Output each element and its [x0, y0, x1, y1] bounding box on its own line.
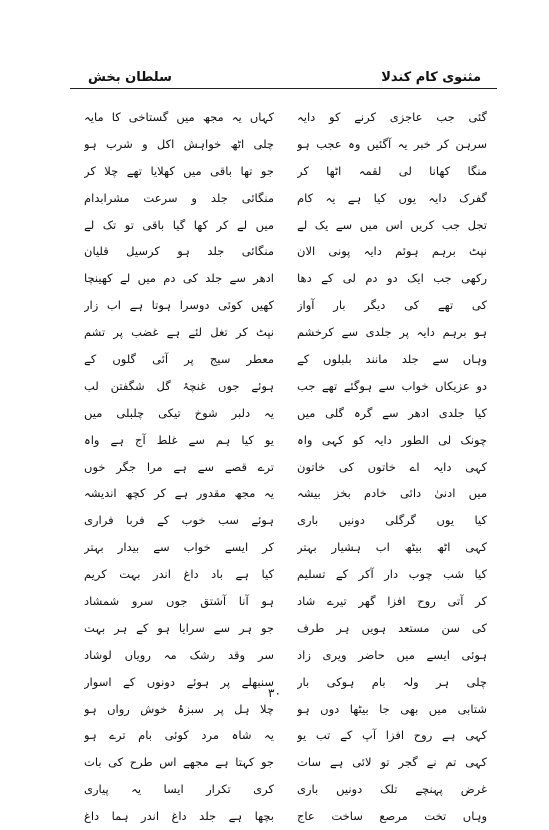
- verse-line: یو کیا ہم سے غلط آج ہے واہ: [84, 432, 274, 447]
- verse-line: کر آتی روح افزا گھر تیرے شاد: [297, 594, 487, 609]
- verse-line: چونک لی الطور دایہ کو کہی واہ: [297, 432, 487, 447]
- verse-line: ترے قصے سے ہے مرا جگر خوں: [84, 459, 274, 474]
- verse-line: کیا ہے باد داغ اندر بہت کریم: [84, 567, 274, 582]
- verse-line: چلی ہر ولہ بام ہوکی بار: [297, 674, 487, 689]
- verse-line: کہاں یہ مجھ میں گستاخی کا مایہ: [84, 110, 274, 124]
- verse-line: میں ادنیٰ دائی خادم بخز بیشہ: [297, 486, 487, 501]
- author-header: سلطان بخش: [88, 70, 172, 85]
- verse-line: شتابی میں بھی جا بیٹھا دوں ہو: [297, 701, 487, 716]
- verse-line: میں لے کر کھا گیا باقی تو تک لے: [84, 217, 274, 232]
- page-number: ۳۰: [268, 686, 281, 700]
- verse-line: کی تھے کی دیگر بار آواز: [297, 298, 487, 313]
- verse-line: کی سن مستعد ہویں ہر طرف: [297, 620, 487, 635]
- verse-line: کیا یوں گرگلی دونیں باری: [297, 513, 487, 528]
- header-rule: [70, 88, 497, 89]
- verse-line: گفرک دایہ یوں کیا ہے یہ کام: [297, 190, 487, 205]
- verse-line: رکھی جب ایک دو دم لی کے دھا: [297, 271, 487, 286]
- verse-line: کہی تم نے گجر تو لائی ہے سات: [297, 755, 487, 770]
- verse-line: ہوئے جوں غنچۂ گل شگفتن لب: [84, 378, 274, 393]
- verse-line: منگائی جلد و سرعت مشرابدام: [84, 190, 274, 205]
- verse-line: دو عزیکاں خواب سے ہوگئے تھے جب: [297, 378, 487, 393]
- verse-line: کیا شب چوب دار آکر کے تسلیم: [297, 567, 487, 582]
- verse-line: ہو آنا آشتق جوں سرو شمشاد: [84, 594, 274, 609]
- verse-line: نپٹ برہم ہوئم دایہ پونی الان: [297, 244, 487, 259]
- verse-line: کھیں کوئی دوسرا ہوتا ہے اب زار: [84, 298, 274, 313]
- verse-column-left: [84, 104, 274, 830]
- verse-line: یہ مجھ مقدور ہے کر کچھ اندیشہ: [84, 486, 274, 501]
- verse-column-right: [297, 104, 487, 830]
- verse-line: کری تکرار ایسا یہ پیاری: [84, 782, 274, 797]
- verse-line: کر ایسے خواب سے بیدار بہتر: [84, 540, 274, 555]
- verse-line: منگا کھانا لی لقمہ اٹھا کر: [297, 163, 487, 178]
- verse-line: تجل جب کریں اس میں سے یک لے: [297, 217, 487, 232]
- verse-line: کہی اٹھ بیٹھ اب ہشیار بہتر: [297, 540, 487, 555]
- verse-line: کیا جلدی ادھر سے گرہ گلی میں: [297, 405, 487, 420]
- verse-line: چلا ہل پر سبزۂ خوش رواں ہو: [84, 701, 274, 716]
- verse-line: سر وقد رشک مہ رویاں لوشاد: [84, 647, 274, 662]
- verse-line: ہوئی ایسے میں حاضر ویری زاد: [297, 647, 487, 662]
- verse-line: کہی ہے روح افزا آپ کے تب یو: [297, 728, 487, 743]
- verse-line: معطر سیج پر آئی گلوں کے: [84, 352, 274, 367]
- verse-line: جو کہتا ہے مجھے اس طرح کی بات: [84, 755, 274, 770]
- verse-line: گئی جب عاجزی کرنے کو دایہ: [297, 110, 487, 124]
- verse-line: نپٹ کر تغل لئے ہے غضب پر تشم: [84, 325, 274, 340]
- running-title: مثنوی کام کندلا: [381, 70, 481, 85]
- verse-line: جو ہر سے سرایا ہو کے ہر بہت: [84, 620, 274, 635]
- verse-line: بچھا ہے جلد داغ اندر ہما داغ: [84, 809, 274, 824]
- verse-line: ہو برہم دایہ پر جلدی سے کرخشم: [297, 325, 487, 340]
- verse-line: منگائی جلد ہو کرسیل قلیان: [84, 244, 274, 259]
- verse-line: غرض پہنچے تلک دونیں باری: [297, 782, 487, 797]
- verse-line: وہاں سے جلد مانند بلبلوں کے: [297, 352, 487, 367]
- verse-line: وہاں تخت مرصع ساخت عاج: [297, 809, 487, 824]
- verse-line: سنبھلے پر ہوئے دونوں کے اسوار: [84, 674, 274, 689]
- verse-line: یہ دلبر شوخ تیکی چلبلی میں: [84, 405, 274, 420]
- verse-line: چلی اٹھ خواہش اکل و شرب ہو: [84, 136, 274, 151]
- verse-line: سرہن کر خبر یہ آگئیں وہ عجب ہو: [297, 136, 487, 151]
- verse-line: یہ شاہ مرد کوئی بام ترے ہو: [84, 728, 274, 743]
- verse-line: کہی دایہ اے خاتوں کی خاتون: [297, 459, 487, 474]
- verse-line: ہوئے سب خوب کے فربا فراری: [84, 513, 274, 528]
- verse-line: جو تھا باقی میں کھلایا تھے چلا کر: [84, 163, 274, 178]
- verse-line: ادھر سے جلد کی دم میں لے کھینچا: [84, 271, 274, 286]
